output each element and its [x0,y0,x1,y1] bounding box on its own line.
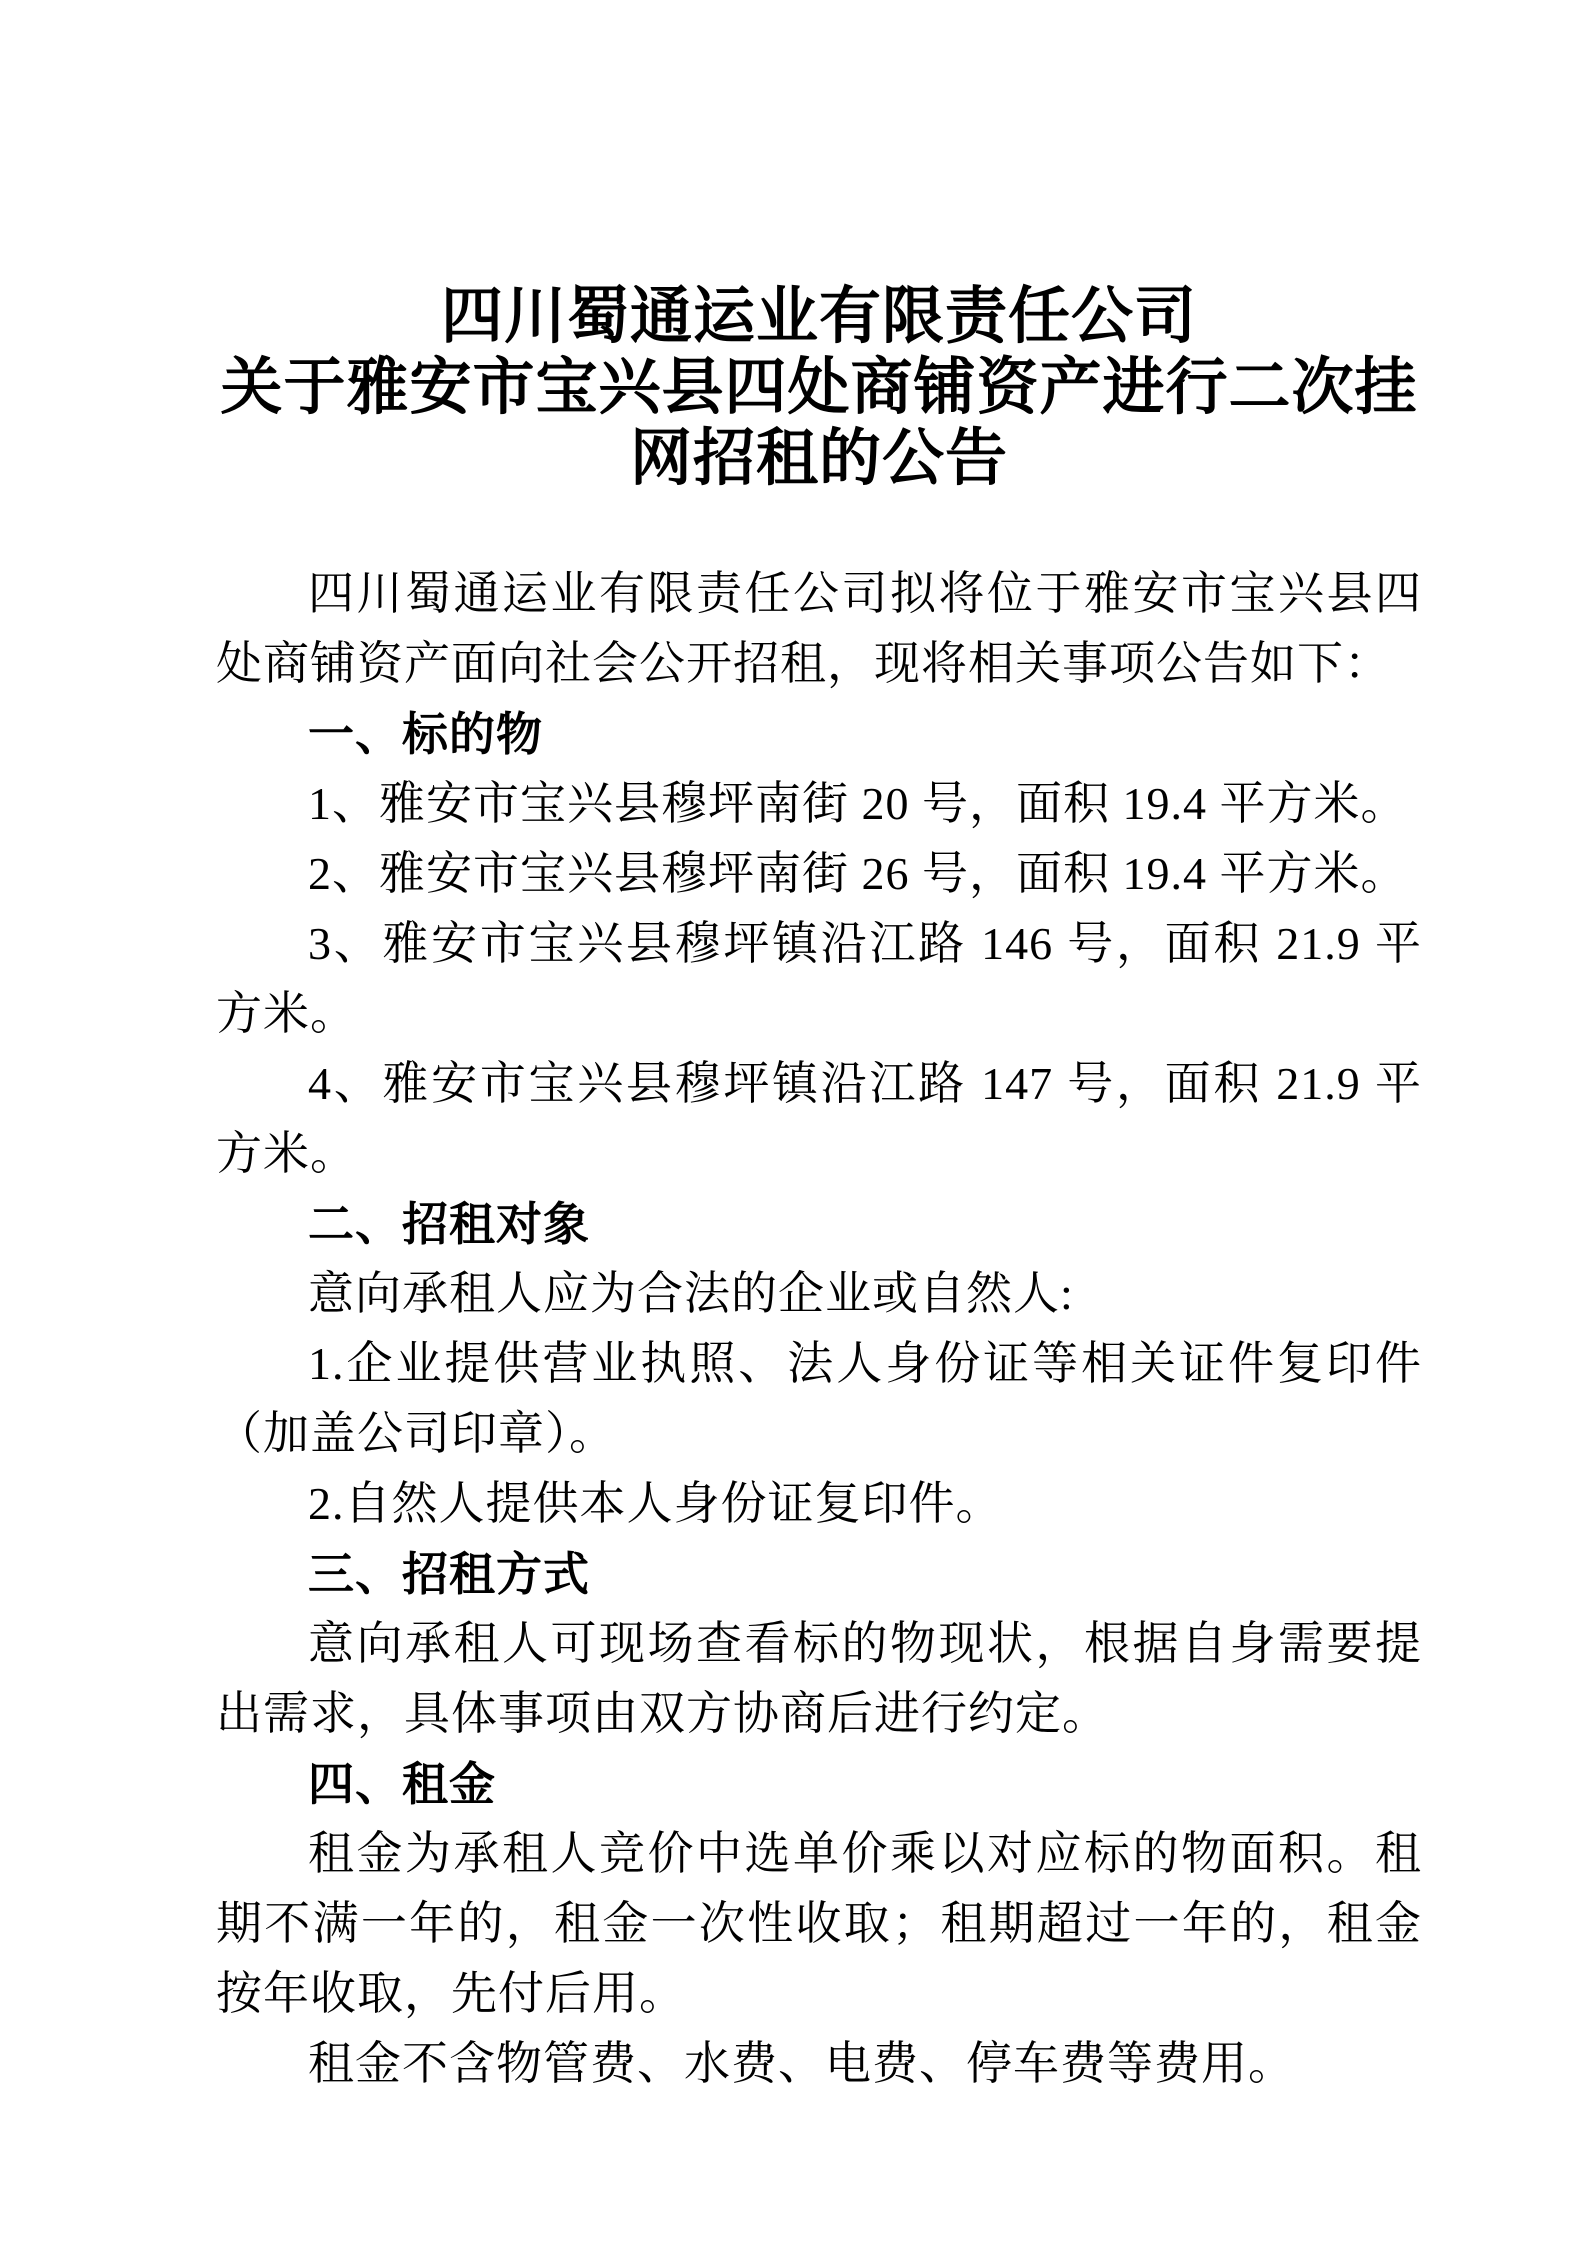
document-body [216,559,1422,2099]
paragraph: 四川蜀通运业有限责任公司拟将位于雅安市宝兴县四处商铺资产面向社会公开招租，现将相关事项公告如下： [216,568,1422,689]
paragraph: 租金不含物管费、水费、电费、停车费等费用。 [308,2038,1295,2089]
document-content [216,282,1422,2099]
paragraph: 1、雅安市宝兴县穆坪南街 20 号，面积 19.4 平方米。 [308,778,1408,829]
section-heading: 四、租金 [308,1758,496,1810]
section-heading: 一、标的物 [308,708,543,760]
paragraph: 租金为承租人竞价中选单价乘以对应标的物面积。租期不满一年的，租金一次性收取；租期超过一年的，租金按年收取，先付后用。 [216,1828,1422,2019]
paragraph: 1.企业提供营业执照、法人身份证等相关证件复印件（加盖公司印章）。 [216,1338,1422,1459]
section-heading: 二、招租对象 [308,1198,590,1250]
paragraph: 意向承租人应为合法的企业或自然人: [308,1268,1074,1319]
title-line-1: 四川蜀通运业有限责任公司 [440,283,1197,351]
section-heading: 三、招租方式 [308,1548,590,1600]
paragraph: 4、雅安市宝兴县穆坪镇沿江路 147 号，面积 21.9 平方米。 [216,1058,1422,1179]
paragraph: 2、雅安市宝兴县穆坪南街 26 号，面积 19.4 平方米。 [308,848,1408,899]
title-line-3: 网招租的公告 [629,425,1008,493]
document-title [216,282,1422,495]
paragraph: 3、雅安市宝兴县穆坪镇沿江路 146 号，面积 21.9 平方米。 [216,918,1422,1039]
title-line-2: 关于雅安市宝兴县四处商铺资产进行二次挂 [220,354,1418,422]
paragraph: 2.自然人提供本人身份证复印件。 [308,1478,1003,1529]
paragraph: 意向承租人可现场查看标的物现状，根据自身需要提出需求，具体事项由双方协商后进行约定。 [216,1618,1422,1739]
